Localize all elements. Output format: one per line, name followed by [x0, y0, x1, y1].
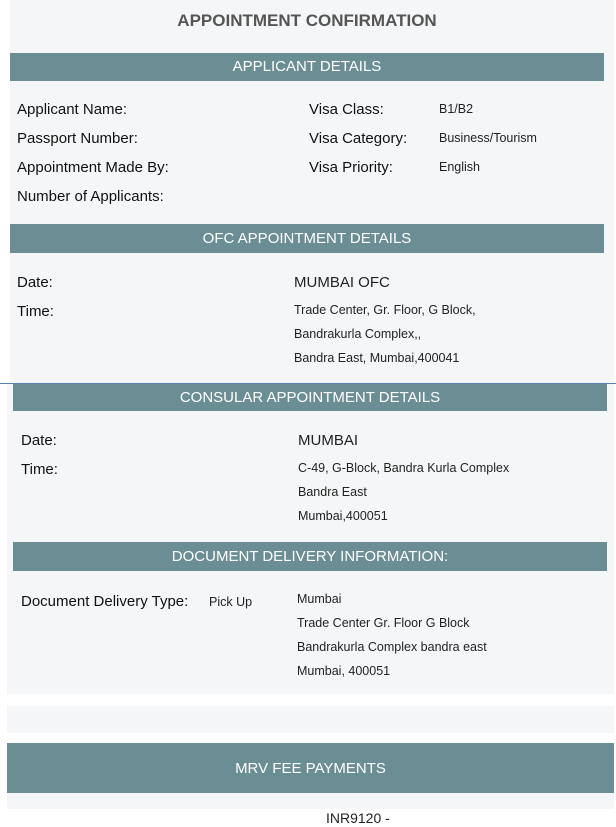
delivery-address-line: Mumbai	[297, 592, 342, 606]
ofc-address-line: Trade Center, Gr. Floor, G Block,	[294, 303, 476, 317]
ofc-date-label: Date:	[17, 274, 53, 291]
ofc-address-line: Bandra East, Mumbai,400041	[294, 351, 460, 365]
applicant-name-label: Applicant Name:	[17, 101, 128, 118]
page-title: APPOINTMENT CONFIRMATION	[177, 11, 437, 30]
ofc-time-label: Time:	[17, 303, 54, 320]
ofc-appointment-header: OFC APPOINTMENT DETAILS	[10, 224, 604, 253]
passport-number-label: Passport Number:	[17, 130, 138, 147]
delivery-address-line: Trade Center Gr. Floor G Block	[297, 616, 470, 630]
visa-priority-label: Visa Priority:	[309, 159, 393, 176]
ofc-location-name: MUMBAI OFC	[294, 274, 390, 291]
consular-address-line: C-49, G-Block, Bandra Kurla Complex	[298, 461, 510, 475]
visa-class-value: B1/B2	[439, 102, 474, 116]
consular-location-name: MUMBAI	[298, 432, 358, 449]
fee-amount: INR9120 -	[326, 810, 390, 826]
appointment-made-by-label: Appointment Made By:	[17, 159, 169, 176]
visa-category-label: Visa Category:	[309, 130, 408, 147]
consular-address-line: Bandra East	[298, 485, 367, 499]
applicant-details-header: APPLICANT DETAILS	[10, 53, 604, 81]
consular-appointment-header: CONSULAR APPOINTMENT DETAILS	[13, 384, 607, 411]
consular-address-line: Mumbai,400051	[298, 509, 388, 523]
number-of-applicants-label: Number of Applicants:	[17, 188, 164, 205]
delivery-address-line: Mumbai, 400051	[297, 664, 391, 678]
mrv-fee-header: MRV FEE PAYMENTS	[7, 743, 614, 793]
delivery-type-label: Document Delivery Type:	[21, 593, 189, 610]
blank-strip	[7, 706, 614, 733]
delivery-address-line: Bandrakurla Complex bandra east	[297, 640, 487, 654]
ofc-address-line: Bandrakurla Complex,,	[294, 327, 422, 341]
visa-priority-value: English	[439, 160, 480, 174]
visa-class-label: Visa Class:	[309, 101, 384, 118]
document-delivery-header: DOCUMENT DELIVERY INFORMATION:	[13, 542, 607, 571]
delivery-type-value: Pick Up	[209, 595, 253, 609]
consular-date-label: Date:	[21, 432, 57, 449]
consular-time-label: Time:	[21, 461, 58, 478]
visa-category-value: Business/Tourism	[439, 131, 537, 145]
